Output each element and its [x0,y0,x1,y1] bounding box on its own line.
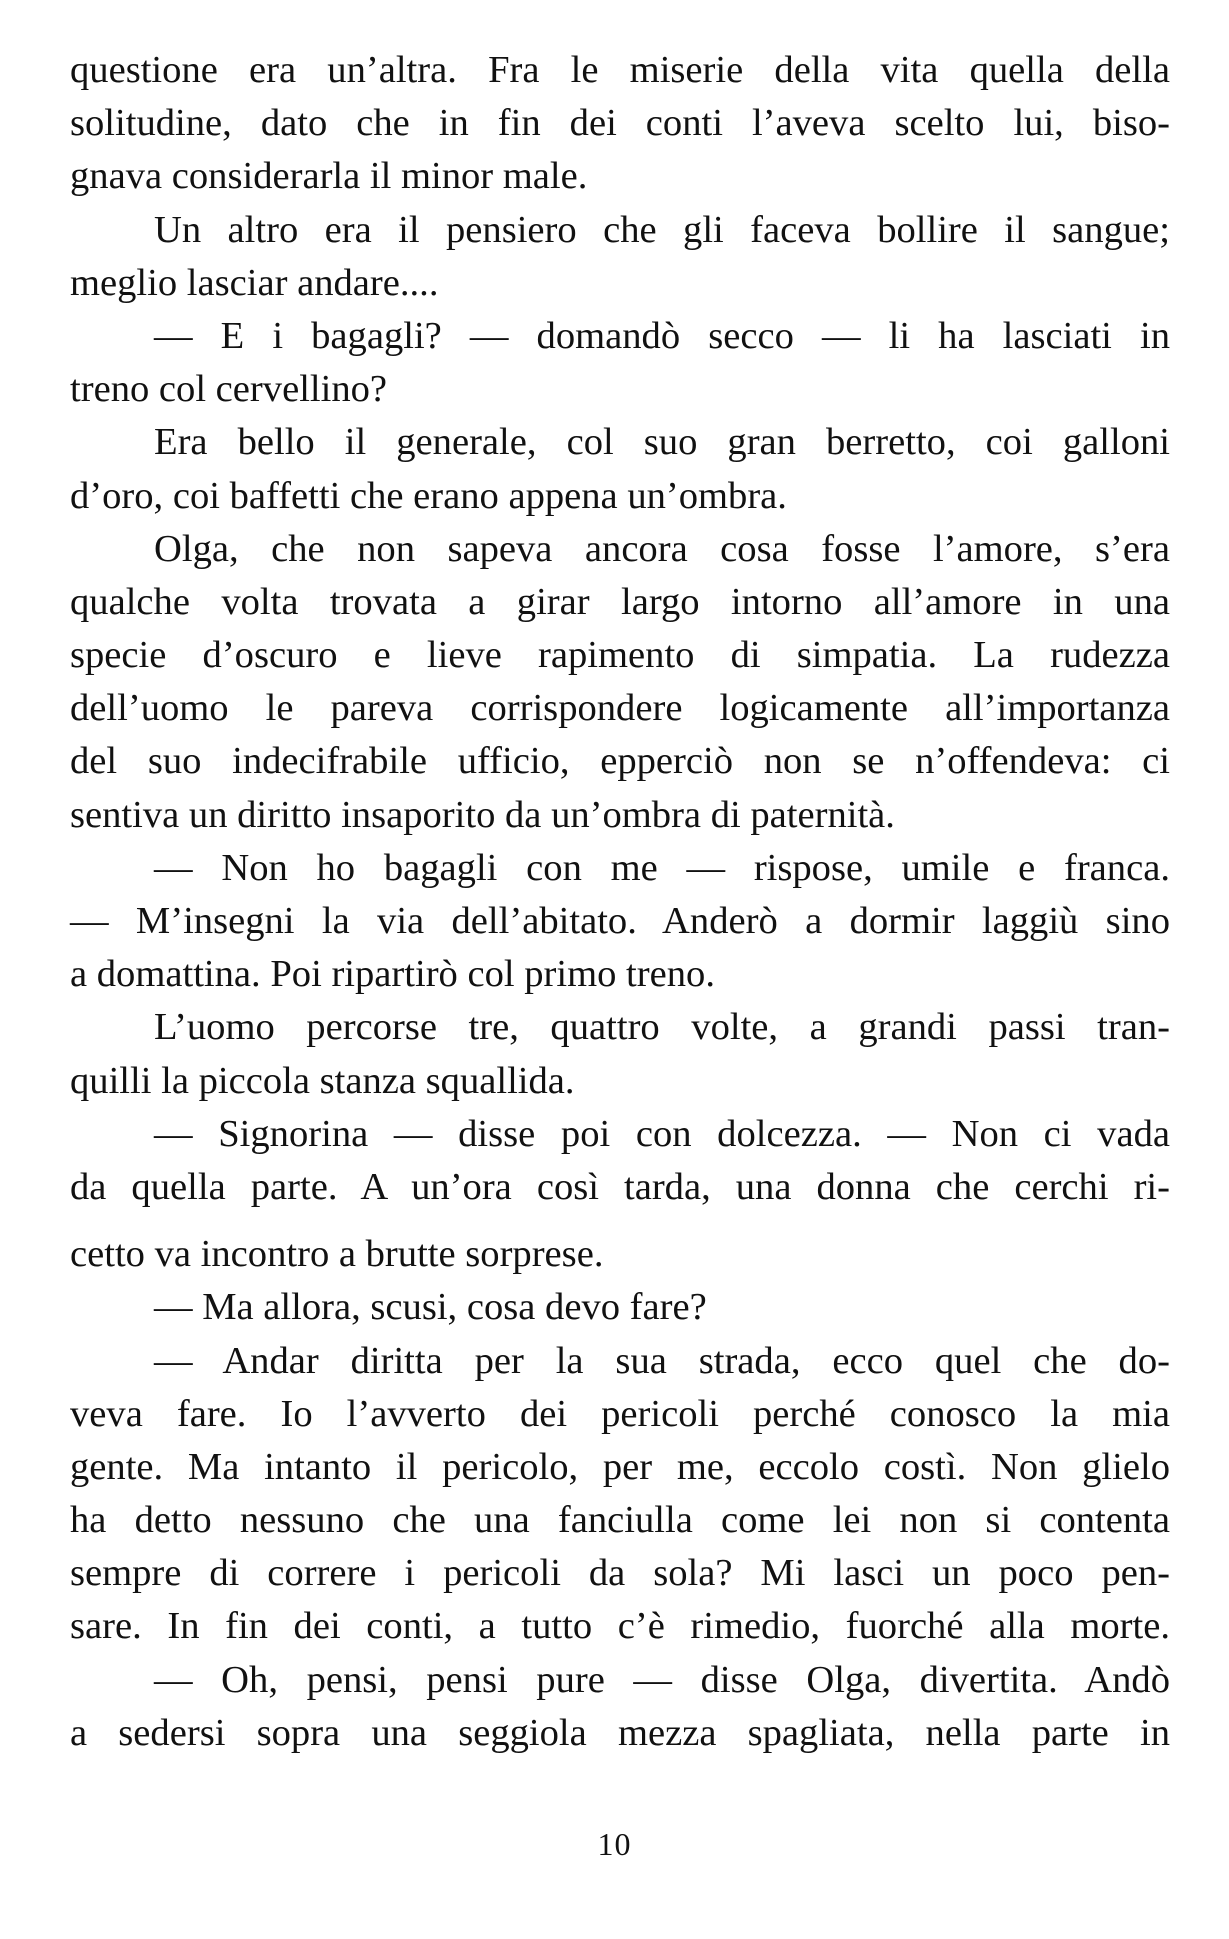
text-line: ha detto nessuno che una fanciulla come lei non si contenta [70,1499,1170,1542]
text-line: Un altro era il pensiero che gli faceva bollire il sangue; [154,208,1170,251]
text-line: meglio lasciar andare.... [70,261,439,304]
text-line: — Oh, pensi, pensi pure — disse Olga, divertita. Andò [154,1658,1170,1701]
text-line: del suo indecifrabile ufficio, epperciò non se n’offendeva: ci [70,740,1170,783]
text-line: — Ma allora, scusi, cosa devo fare? [154,1286,707,1329]
text-line: a sedersi sopra una seggiola mezza spagliata, nella parte in [70,1711,1170,1754]
text-line: L’uomo percorse tre, quattro volte, a grandi passi tran- [154,1006,1170,1049]
page-number: 10 [597,1826,632,1862]
text-line: sare. In fin dei conti, a tutto c’è rimedio, fuorché alla morte. [70,1605,1170,1648]
text-line: cetto va incontro a brutte sorprese. [70,1233,604,1276]
text-line: solitudine, dato che in fin dei conti l’aveva scelto lui, biso- [70,102,1170,145]
text-line: d’oro, coi baffetti che erano appena un’ombra. [70,474,787,517]
text-line: sentiva un diritto insaporito da un’ombra di paternità. [70,793,895,836]
text-line: Era bello il generale, col suo gran berretto, coi galloni [154,421,1170,464]
text-line: — Non ho bagagli con me — rispose, umile e franca. [154,846,1170,889]
text-line: — E i bagagli? — domandò secco — li ha lasciati in [154,314,1170,357]
text-line: gnava considerarla il minor male. [70,155,588,198]
text-line: gente. Ma intanto il pericolo, per me, eccolo costì. Non glielo [70,1445,1170,1488]
text-line: — M’insegni la via dell’abitato. Anderò a dormir laggiù sino [70,900,1170,942]
text-line: treno col cervellino? [70,368,388,411]
text-line: qualche volta trovata a girar largo intorno all’amore in una [70,580,1170,623]
text-line: veva fare. Io l’avverto dei pericoli perché conosco la mia [70,1392,1170,1435]
text-line: specie d’oscuro e lieve rapimento di simpatia. La rudezza [70,634,1170,677]
text-line: questione era un’altra. Fra le miserie della vita quella della [70,49,1170,91]
text-line: Olga, che non sapeva ancora cosa fosse l’amore, s’era [154,527,1170,570]
text-line: da quella parte. A un’ora così tarda, una donna che cerchi ri- [70,1165,1170,1208]
text-line: — Andar diritta per la sua strada, ecco quel che do- [154,1339,1170,1382]
text-line: dell’uomo le pareva corrispondere logicamente all’importanza [70,687,1170,730]
text-line: a domattina. Poi ripartirò col primo treno. [70,953,715,996]
text-line: — Signorina — disse poi con dolcezza. — Non ci vada [154,1112,1170,1155]
text-line: quilli la piccola stanza squallida. [70,1059,575,1102]
text-line: sempre di correre i pericoli da sola? Mi lasci un poco pen- [70,1552,1170,1595]
book-page-text [70,44,1170,1760]
